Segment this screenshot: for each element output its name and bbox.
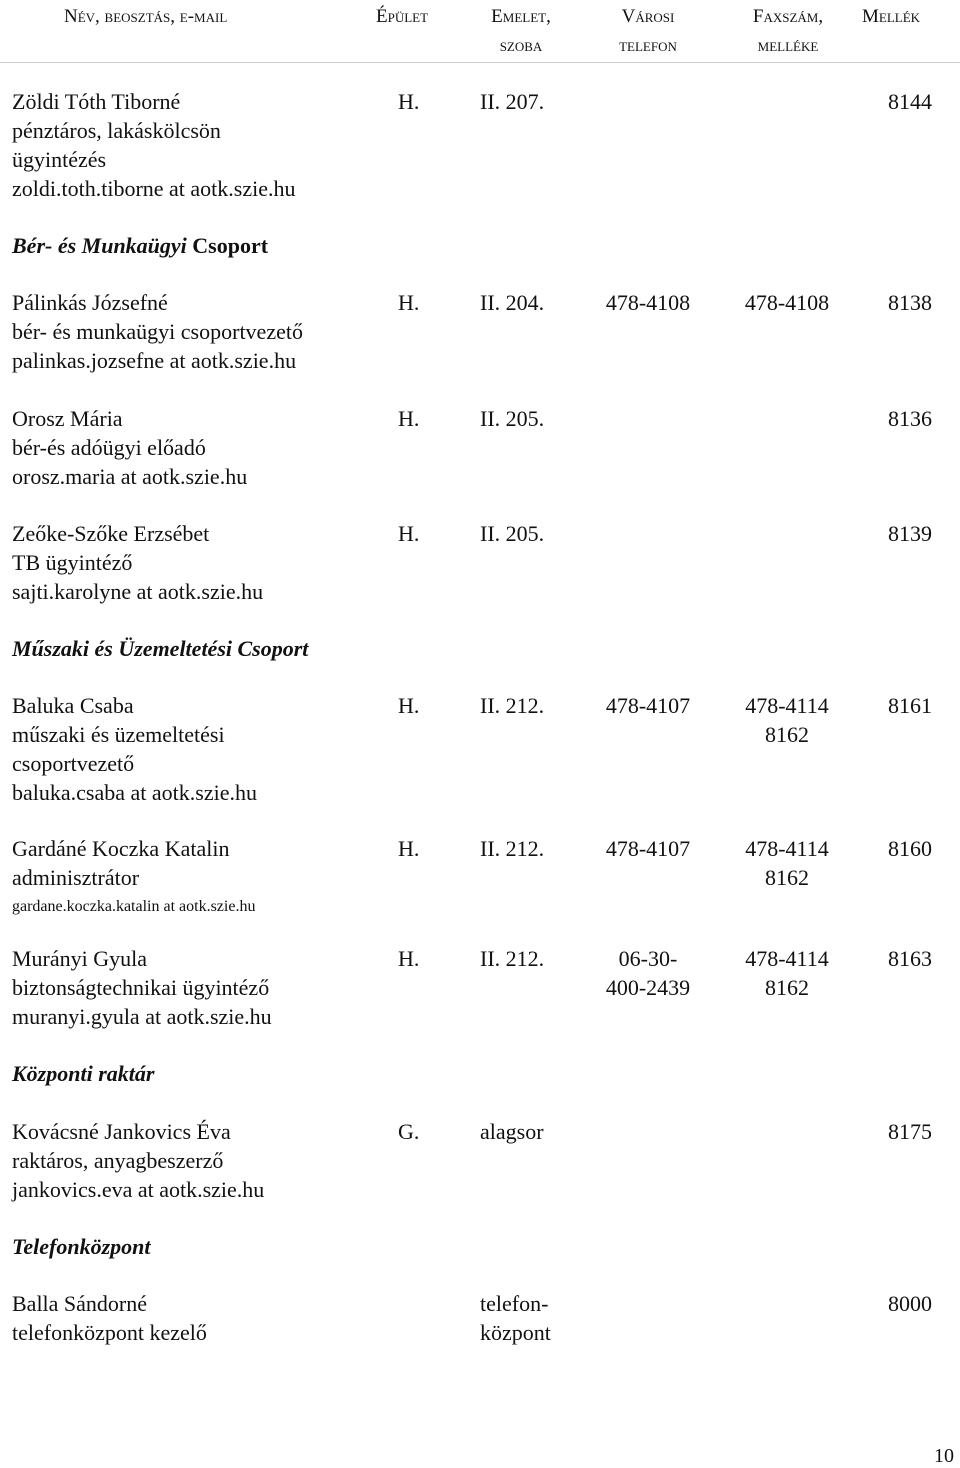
person-name: Orosz Mária	[12, 406, 123, 431]
room-line-2: központ	[480, 1320, 551, 1345]
building-cell: H.	[398, 836, 420, 861]
table-header	[0, 0, 960, 63]
extension-cell: 8163	[888, 946, 932, 971]
room-cell: II. 212.	[480, 946, 545, 971]
person-title: pénztáros, lakáskölcsön	[12, 118, 221, 143]
fax-cell	[722, 834, 852, 892]
room-cell: II. 207.	[480, 89, 545, 114]
building-cell: H.	[398, 521, 420, 546]
header-name: Név, beosztás, e-mail	[64, 6, 228, 27]
building-cell: H.	[398, 290, 420, 315]
header-ext: Mellék	[862, 6, 921, 27]
person-name: Baluka Csaba	[12, 693, 134, 718]
building-cell: H.	[398, 693, 420, 718]
person-title: bér- és munkaügyi csoportvezető	[12, 319, 303, 344]
header-fax-ext: Faxszám, melléke	[752, 6, 824, 56]
extension-cell: 8139	[888, 521, 932, 546]
fax-cell	[722, 944, 852, 1002]
room-cell: alagsor	[480, 1119, 544, 1144]
person-email: jankovics.eva at aotk.szie.hu	[12, 1177, 265, 1202]
person-name: Balla Sándorné	[12, 1291, 148, 1316]
header-building: Épület	[376, 6, 429, 27]
page-number: 10	[934, 1445, 954, 1467]
phone-line-1: 06-30-	[618, 946, 678, 971]
person-email: baluka.csaba at aotk.szie.hu	[12, 780, 257, 805]
fax-extension: 8162	[765, 975, 809, 1000]
person-name: Pálinkás Józsefné	[12, 290, 168, 315]
room-cell: II. 205.	[480, 406, 545, 431]
extension-cell: 8136	[888, 406, 932, 431]
extension-cell: 8175	[888, 1119, 932, 1144]
person-title: raktáros, anyagbeszerző	[12, 1148, 224, 1173]
section-heading: Telefonközpont	[12, 1234, 151, 1259]
header-city-phone: Városi telefon	[619, 6, 677, 56]
building-cell: G.	[398, 1119, 420, 1144]
fax-number: 478-4114	[745, 693, 829, 718]
extension-cell: 8160	[888, 836, 932, 861]
room-cell: II. 204.	[480, 290, 545, 315]
room-line-1: telefon-	[480, 1291, 549, 1316]
fax-extension: 8162	[765, 722, 809, 747]
section-heading: Bér- és Munkaügyi Csoport	[12, 233, 269, 258]
extension-cell: 8144	[888, 89, 932, 114]
person-title: biztonságtechnikai ügyintéző	[12, 975, 270, 1000]
person-name: Murányi Gyula	[12, 946, 148, 971]
fax-number: 478-4114	[745, 946, 829, 971]
extension-cell: 8161	[888, 693, 932, 718]
room-cell: II. 212.	[480, 693, 545, 718]
person-email: sajti.karolyne at aotk.szie.hu	[12, 579, 264, 604]
phone-cell	[583, 944, 713, 1002]
person-title: adminisztrátor	[12, 865, 140, 890]
fax-extension: 8162	[765, 865, 809, 890]
person-email: palinkas.jozsefne at aotk.szie.hu	[12, 348, 297, 373]
extension-cell: 8000	[888, 1291, 932, 1316]
person-email: orosz.maria at aotk.szie.hu	[12, 464, 248, 489]
building-cell: H.	[398, 89, 420, 114]
room-cell: II. 205.	[480, 521, 545, 546]
person-title: műszaki és üzemeltetési	[12, 722, 225, 747]
building-cell: H.	[398, 406, 420, 431]
room-cell: II. 212.	[480, 836, 545, 861]
extension-cell: 8138	[888, 290, 932, 315]
phone-line-2: 400-2439	[605, 975, 691, 1000]
person-email: gardane.koczka.katalin at aotk.szie.hu	[12, 898, 256, 915]
header-floor-room: Emelet, szoba	[491, 6, 551, 56]
person-name: Kovácsné Jankovics Éva	[12, 1119, 231, 1144]
person-title-cont: ügyintézés	[12, 147, 107, 172]
room-cell	[480, 1289, 551, 1347]
person-title: TB ügyintéző	[12, 550, 133, 575]
phone-cell: 478-4107	[605, 693, 691, 718]
person-email: muranyi.gyula at aotk.szie.hu	[12, 1004, 272, 1029]
person-name: Zeőke-Szőke Erzsébet	[12, 521, 210, 546]
phone-cell: 478-4107	[605, 836, 691, 861]
fax-cell	[722, 691, 852, 749]
fax-cell: 478-4108	[744, 290, 830, 315]
fax-number: 478-4114	[745, 836, 829, 861]
person-name: Zöldi Tóth Tiborné	[12, 89, 181, 114]
person-title: bér-és adóügyi előadó	[12, 435, 206, 460]
person-title-cont: csoportvezető	[12, 751, 135, 776]
phone-cell: 478-4108	[605, 290, 691, 315]
person-name: Gardáné Koczka Katalin	[12, 836, 230, 861]
person-title: telefonközpont kezelő	[12, 1320, 207, 1345]
section-heading: Központi raktár	[12, 1061, 155, 1086]
building-cell: H.	[398, 946, 420, 971]
person-email: zoldi.toth.tiborne at aotk.szie.hu	[12, 176, 296, 201]
section-heading: Műszaki és Üzemeltetési Csoport	[12, 636, 309, 661]
